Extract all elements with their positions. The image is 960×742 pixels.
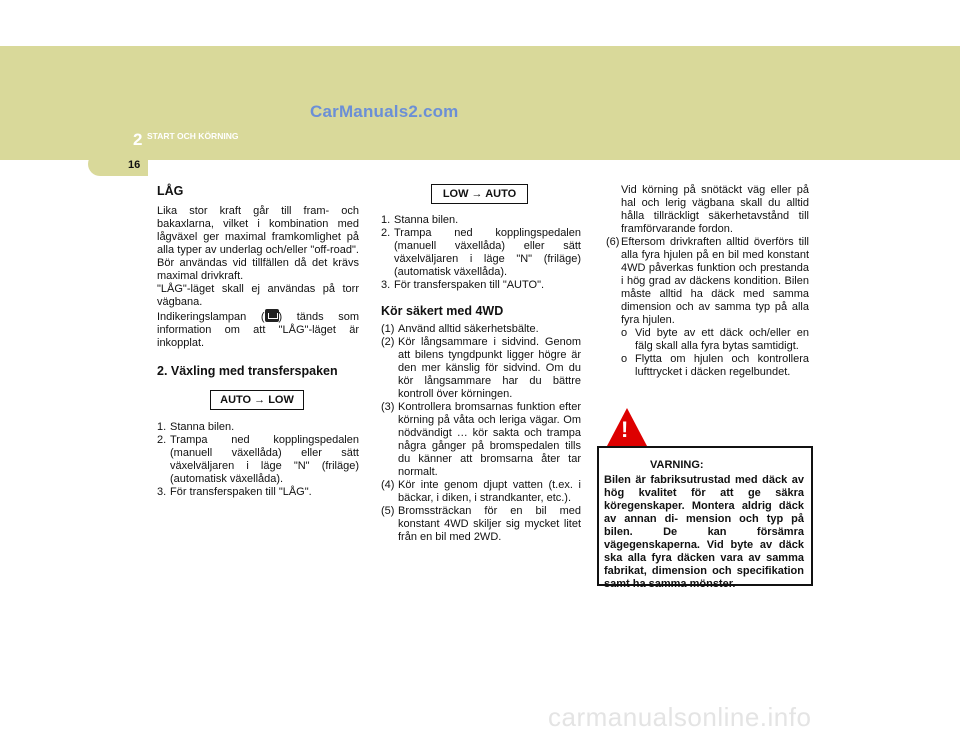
left-step-item bbox=[157, 486, 359, 499]
safe-driving-list bbox=[381, 323, 581, 544]
snow-road-paragraph: Vid körning på snötäckt väg eller på hal och lerig vägbana skall du alltid hålla tillräckligt säkerhetavstånd till framförvarande fordon. bbox=[621, 184, 809, 235]
warning-text: Bilen är fabriksutrustad med däck av hög kvalitet för att ge säkra köregenskaper. Montera aldrig däck av annan di- mension och typ på bilen. De kan försämra vägegenskaperna. Vid byte av däck ska alla fyra däcken vara av samma fabrikat, dimension och specifikation samt ha samma mönster. bbox=[604, 474, 804, 590]
middle-step-item bbox=[381, 227, 581, 279]
safe-driving-item bbox=[381, 323, 581, 336]
left-column bbox=[157, 184, 359, 379]
middle-steps-list bbox=[381, 214, 581, 292]
safe-driving-item-text: Kör långsammare i sidvind. Genom att bilens tyngdpunkt ligger högre är den mer känslig för sidvind. Om du kör långsammare har du bättre kontroll över körningen. bbox=[398, 336, 581, 400]
heading-lag: LÅG bbox=[157, 184, 184, 198]
chapter-title: START OCH KÖRNING bbox=[147, 131, 239, 141]
left-steps-list bbox=[157, 421, 359, 499]
safe-driving-item-number: (1) bbox=[381, 323, 395, 335]
lag-paragraph: Lika stor kraft går till fram- och bakaxlarna, vilket i kombination med lågväxel ger maximal framkomlighet på alla typer av underlag och/eller "off-road". Bör användas vid tillfällen då det krävs maximal drivkraft. bbox=[157, 205, 359, 282]
middle-step-item-number: 3. bbox=[381, 279, 391, 291]
safe-driving-item-number: (5) bbox=[381, 505, 395, 517]
safe-driving-item-text: Kör inte genom djupt vatten (t.ex. i bäckar, i diken, i strandkanter, etc.). bbox=[398, 479, 581, 504]
indicator-text-b: ) tänds som information om att "LÅG"-läget är inkopplat. bbox=[157, 311, 360, 349]
item-6-text: Eftersom drivkraften alltid överförs till alla fyra hjulen på en bil med konstant 4WD påverkas funktion och prestanda i hög grad av däckens kondition. Bilen måste alltid ha däck med samma dimension och av samma typ på alla fyra hjulen. bbox=[621, 236, 809, 326]
middle-step-item-text: Stanna bilen. bbox=[394, 214, 459, 226]
safe-driving-item-number: (4) bbox=[381, 479, 395, 491]
left-step-item bbox=[157, 434, 359, 486]
left-step-item-number: 3. bbox=[157, 486, 167, 498]
left-step-item bbox=[157, 421, 359, 434]
tire-bullet-item-number: o bbox=[621, 353, 628, 365]
tire-bullet-item-number: o bbox=[621, 327, 628, 339]
middle-step-item-number: 1. bbox=[381, 214, 391, 226]
middle-step-item bbox=[381, 214, 581, 227]
low-to-auto-label: LOW → AUTO bbox=[431, 184, 528, 204]
heading-shift: 2. Växling med transferspaken bbox=[157, 364, 338, 378]
lag-dry-road-note: "LÅG"-läget skall ej användas på torr vägbana. bbox=[157, 283, 359, 308]
tire-bullet-item bbox=[621, 327, 809, 353]
left-step-item-text: Stanna bilen. bbox=[170, 421, 235, 433]
safe-driving-item-text: Bromssträckan för en bil med konstant 4WD skiljer sig mycket litet från en bil med 2WD. bbox=[398, 505, 581, 543]
watermark-bottom: carmanualsonline.info bbox=[548, 702, 812, 732]
indicator-text-a: Indikeringslampan ( bbox=[157, 311, 265, 323]
left-steps bbox=[157, 421, 359, 499]
item-6-number: (6) bbox=[606, 236, 620, 248]
auto-to-low-label: AUTO → LOW bbox=[210, 390, 304, 410]
tire-bullet-item bbox=[621, 353, 809, 379]
middle-step-item-text: Trampa ned kopplingspedalen (manuell växellåda) eller sätt växelväljaren i läge "N" (friläge) (automatisk växellåda). bbox=[394, 227, 581, 278]
tire-bullet-item-text: Vid byte av ett däck och/eller en fälg skall alla fyra bytas samtidigt. bbox=[635, 327, 809, 352]
safe-driving-item bbox=[381, 479, 581, 505]
safe-driving-item-number: (2) bbox=[381, 336, 395, 348]
tire-bullet-item-text: Flytta om hjulen och kontrollera lufttrycket i däcken regelbundet. bbox=[635, 353, 809, 378]
item-6 bbox=[606, 236, 809, 327]
safe-driving-item-text: Kontrollera bromsarnas funktion efter körning på våta och leriga vägar. Om nödvändigt … kör sakta och trampa några gånger på bromspedalen tills du känner att bromsarna åter tar normalt. bbox=[398, 401, 581, 478]
safe-driving-item bbox=[381, 505, 581, 544]
safe-driving-item-number: (3) bbox=[381, 401, 395, 413]
middle-column bbox=[381, 214, 581, 544]
left-step-item-number: 2. bbox=[157, 434, 167, 446]
left-step-item-number: 1. bbox=[157, 421, 167, 433]
watermark-top-link[interactable]: CarManuals2.com bbox=[310, 102, 459, 121]
low-indicator-lamp-icon bbox=[265, 309, 279, 322]
safe-driving-item bbox=[381, 336, 581, 401]
header-band bbox=[0, 46, 960, 160]
middle-step-item bbox=[381, 279, 581, 292]
warning-title: VARNING: bbox=[650, 459, 704, 471]
tire-bullet-list bbox=[606, 327, 809, 379]
safe-driving-item-text: Använd alltid säkerhetsbälte. bbox=[398, 323, 539, 335]
exclamation-icon: ! bbox=[621, 417, 629, 442]
safe-driving-item bbox=[381, 401, 581, 479]
indicator-paragraph bbox=[157, 309, 359, 350]
middle-step-item-text: För transferspaken till "AUTO". bbox=[394, 279, 545, 291]
left-step-item-text: Trampa ned kopplingspedalen (manuell växellåda) eller sätt växelväljaren i läge "N" (friläge) (automatisk växellåda). bbox=[170, 434, 359, 485]
right-column bbox=[606, 184, 809, 379]
heading-safe-4wd: Kör säkert med 4WD bbox=[381, 304, 504, 318]
left-step-item-text: För transferspaken till "LÅG". bbox=[170, 486, 312, 498]
middle-step-item-number: 2. bbox=[381, 227, 391, 239]
chapter-number: 2 bbox=[133, 130, 143, 149]
page-number: 16 bbox=[128, 159, 141, 171]
